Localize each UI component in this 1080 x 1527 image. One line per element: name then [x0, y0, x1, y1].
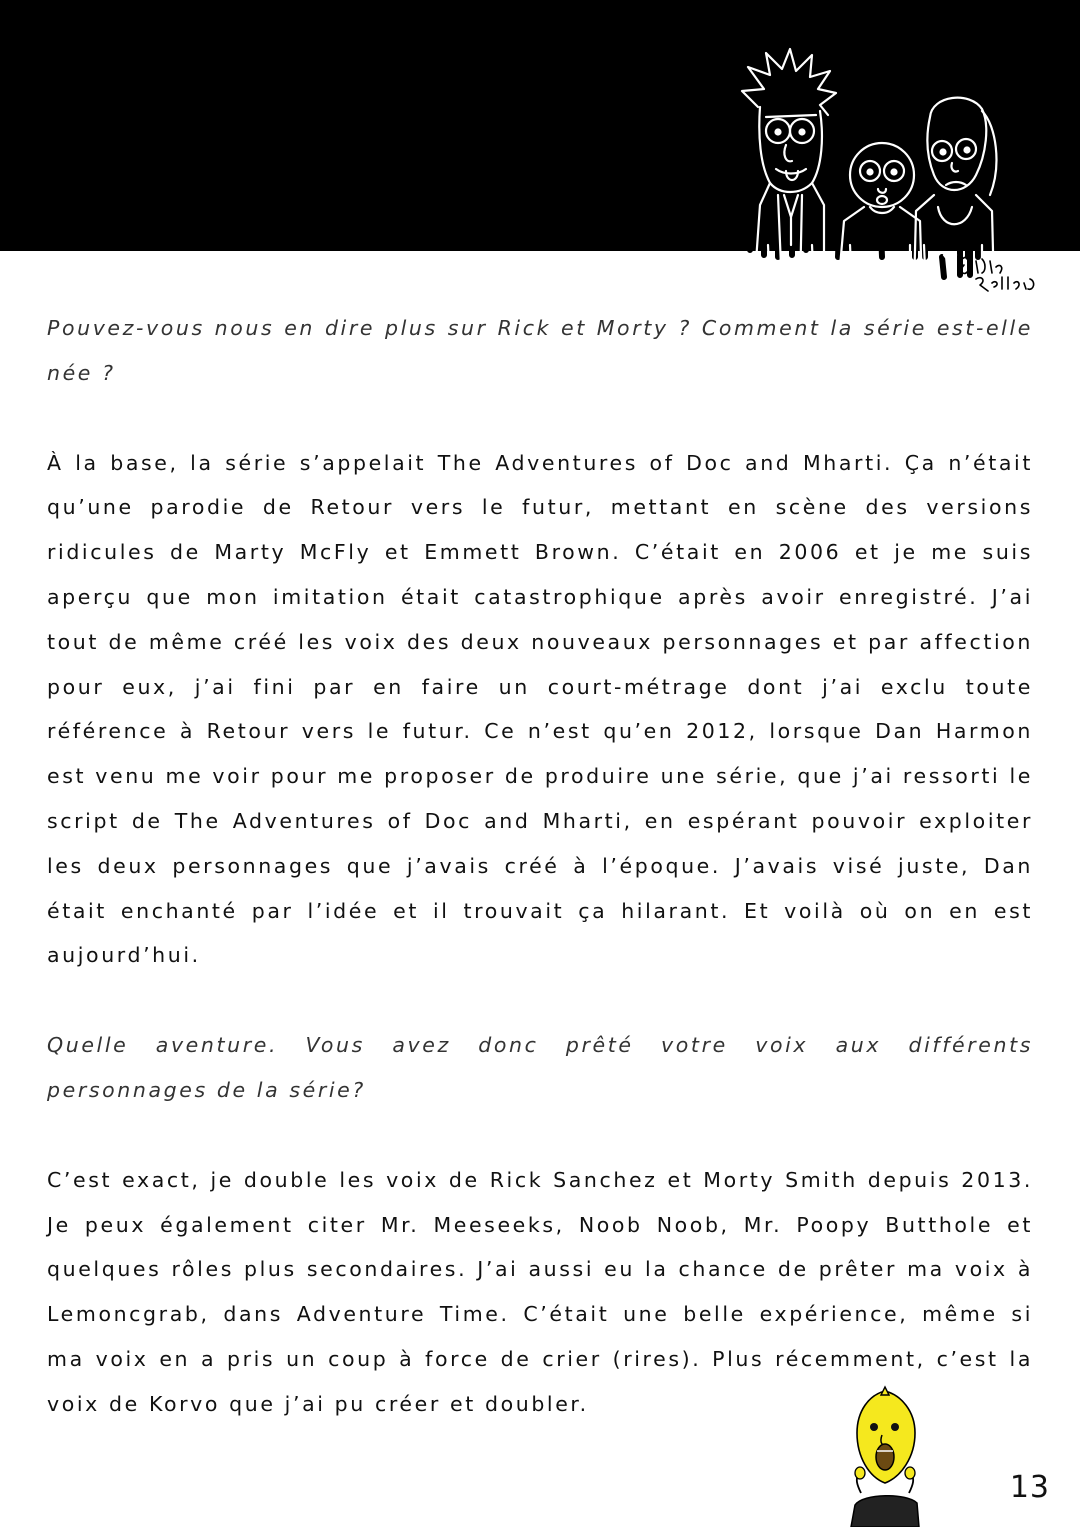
rick-morty-summer-illustration: [720, 45, 1050, 300]
answer-2: C’est exact, je double les voix de Rick Sanchez et Morty Smith depuis 2013. Je peux également citer Mr. Meeseeks, Noob Noob, Mr. Poopy Butthole et quelques rôles plus secondaires. J’ai aussi eu la chance de prêter ma voix à Lemoncgrab, dans Adventure Time. C’était une belle expérience, même si ma voix en a pris un coup à force de crier (rires). Plus récemment, c’est la voix de Korvo que j’ai pu créer et doubler.: [47, 1167, 1033, 1416]
question-2: Quelle aventure. Vous avez donc prêté votre voix aux différents personnages de la série?: [47, 1033, 1033, 1102]
page-number: 13: [1009, 1470, 1050, 1505]
lemongrab-illustration: [845, 1385, 925, 1527]
answer-1: À la base, la série s’appelait The Adventures of Doc and Mharti. Ça n’était qu’une parodie de Retour vers le futur, mettant en scène des versions ridicules de Marty McFly et Emmett Brown. C’était en 2006 et je me suis aperçu que mon imitation était catastrophique après avoir enregistré. J’ai tout de même créé les voix des deux nouveaux personnages et par affection pour eux, j’ai fini par en faire un court-métrage dont j’ai exclu toute référence à Retour vers le futur. Ce n’est qu’en 2012, lorsque Dan Harmon est venu me voir pour me proposer de produire une série, que j’ai ressorti le script de The Adventures of Doc and Mharti, en espérant pouvoir exploiter les deux personnages que j’avais créé à l’époque. J’avais visé juste, Dan était enchanté par l’idée et il trouvait ça hilarant. Et voilà où on en est aujourd’hui.: [47, 450, 1033, 968]
question-1: Pouvez-vous nous en dire plus sur Rick et Morty ? Comment la série est-elle née ?: [47, 316, 1033, 385]
interview-content: [47, 306, 1033, 1427]
